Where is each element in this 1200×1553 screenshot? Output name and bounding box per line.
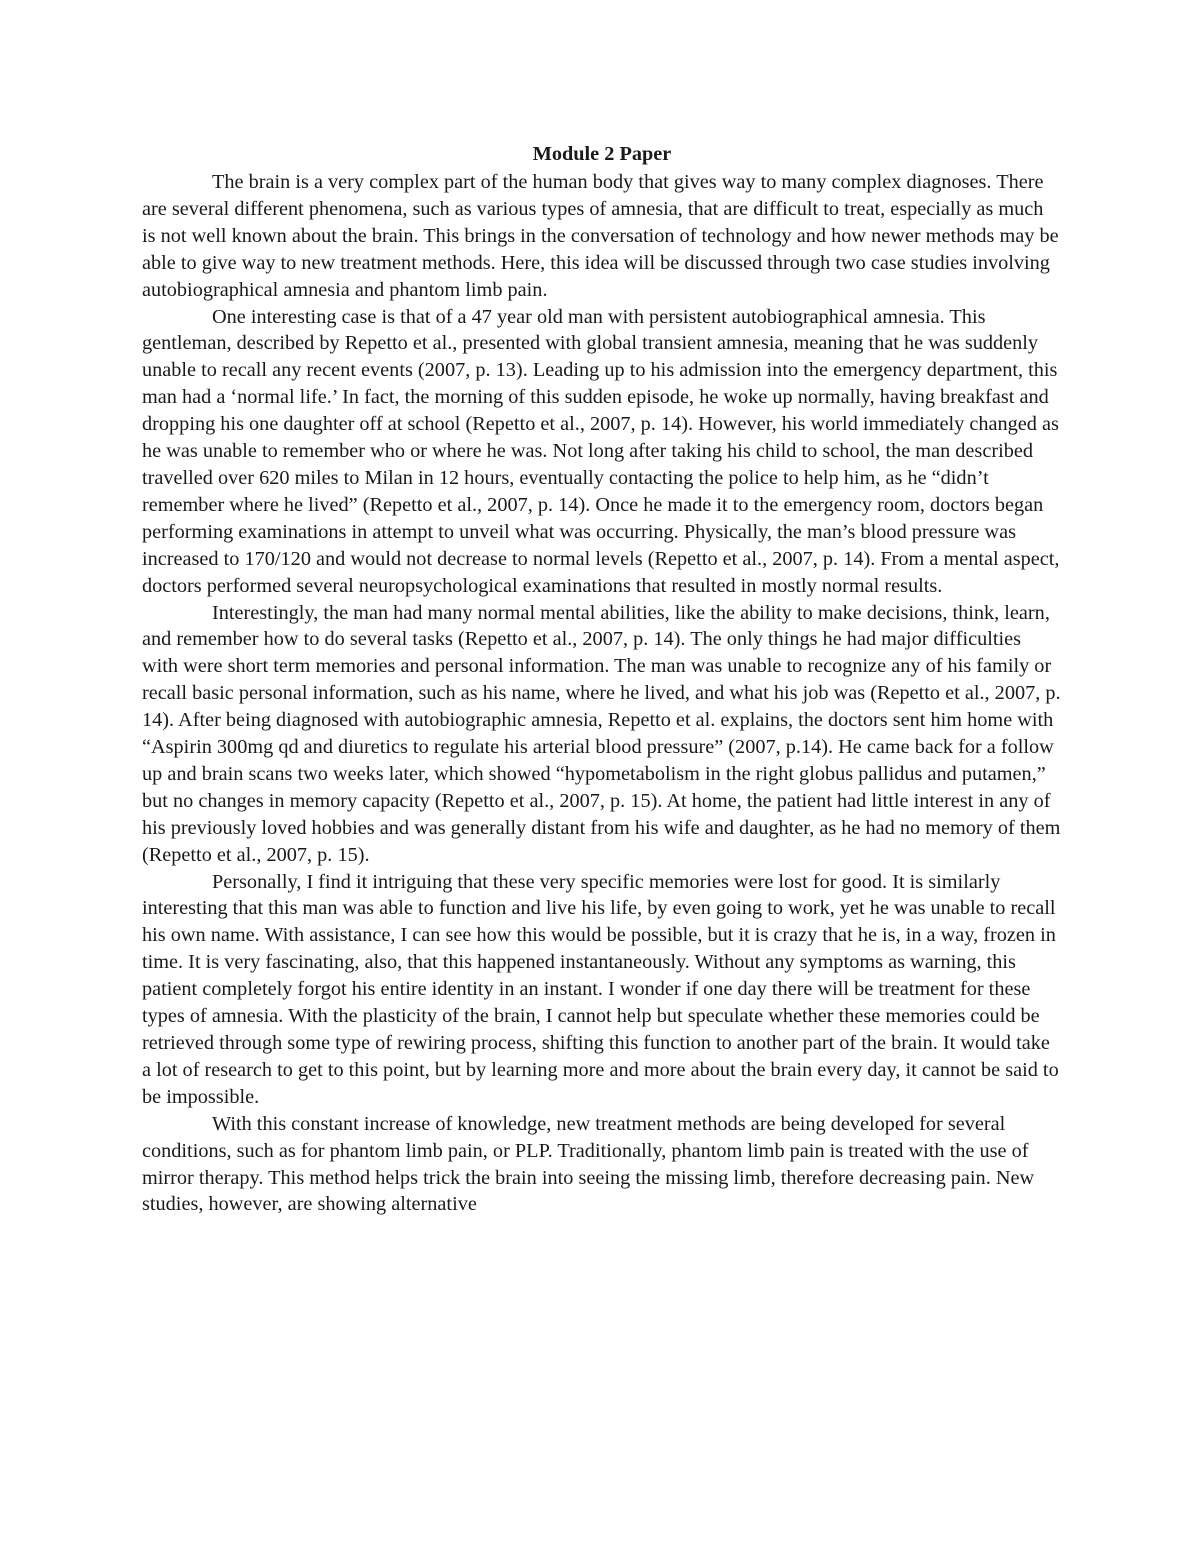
paragraph-case-study-amnesia: One interesting case is that of a 47 year old man with persistent autobiographical amnesia. This gentleman, described by Repetto et al., presented with global transient amnesia, meaning that he was suddenly unable to recall any recent events (2007, p. 13). Leading up to his admission into the emergency department, this man had a ‘normal life.’ In fact, the morning of this sudden episode, he woke up normally, having breakfast and dropping his one daughter off at school (Repetto et al., 2007, p. 14). However, his world immediately changed as he was unable to remember who or where he was. Not long after taking his child to school, the man described travelled over 620 miles to Milan in 12 hours, eventually contacting the police to help him, as he “didn’t remember where he lived” (Repetto et al., 2007, p. 14). Once he made it to the emergency room, doctors began performing examinations in attempt to unveil what was occurring. Physically, the man’s blood pressure was increased to 170/120 and would not decrease to normal levels (Repetto et al., 2007, p. 14). From a mental aspect, doctors performed several neuropsychological examinations that resulted in mostly normal results. xyxy=(142,305,1060,597)
document-title: Module 2 Paper xyxy=(532,143,672,165)
paragraph-introduction: The brain is a very complex part of the human body that gives way to many complex diagnoses. There are several different phenomena, such as various types of amnesia, that are difficult to treat, especially as much is not well known about the brain. This brings in the conversation of technology and how newer methods may be able to give way to new treatment methods. Here, this idea will be discussed through two case studies involving autobiographical amnesia and phantom limb pain. xyxy=(142,171,1059,301)
paragraph-phantom-limb-pain: With this constant increase of knowledge, new treatment methods are being developed for several conditions, such as for phantom limb pain, or PLP. Traditionally, phantom limb pain is treated with the use of mirror therapy. This method helps trick the brain into seeing the missing limb, therefore decreasing pain. New studies, however, are showing alternative xyxy=(142,1112,1035,1216)
document-page xyxy=(142,140,1062,1420)
paragraph-mental-abilities: Interestingly, the man had many normal mental abilities, like the ability to make decisions, think, learn, and remember how to do several tasks (Repetto et al., 2007, p. 14). The only things he had major difficulties with were short term memories and personal information. The man was unable to recognize any of his family or recall basic personal information, such as his name, where he lived, and what his job was (Repetto et al., 2007, p. 14). After being diagnosed with autobiographic amnesia, Repetto et al. explains, the doctors sent him home with “Aspirin 300mg qd and diuretics to regulate his arterial blood pressure” (2007, p.14). He came back for a follow up and brain scans two weeks later, which showed “hypometabolism in the right globus pallidus and putamen,” but no changes in memory capacity (Repetto et al., 2007, p. 15). At home, the patient had little interest in any of his previously loved hobbies and was generally distant from his wife and daughter, as he had no memory of them (Repetto et al., 2007, p. 15). xyxy=(142,601,1061,866)
paragraph-personal-reflection: Personally, I find it intriguing that these very specific memories were lost for good. It is similarly interesting that this man was able to function and live his life, by even going to work, yet he was unable to recall his own name. With assistance, I can see how this would be possible, but it is crazy that he is, in a way, frozen in time. It is very fascinating, also, that this happened instantaneously. Without any symptoms as warning, this patient completely forgot his entire identity in an instant. I wonder if one day there will be treatment for these types of amnesia. With the plasticity of the brain, I cannot help but speculate whether these memories could be retrieved through some type of rewiring process, shifting this function to another part of the brain. It would take a lot of research to get to this point, but by learning more and more about the brain every day, it cannot be said to be impossible. xyxy=(142,870,1059,1108)
